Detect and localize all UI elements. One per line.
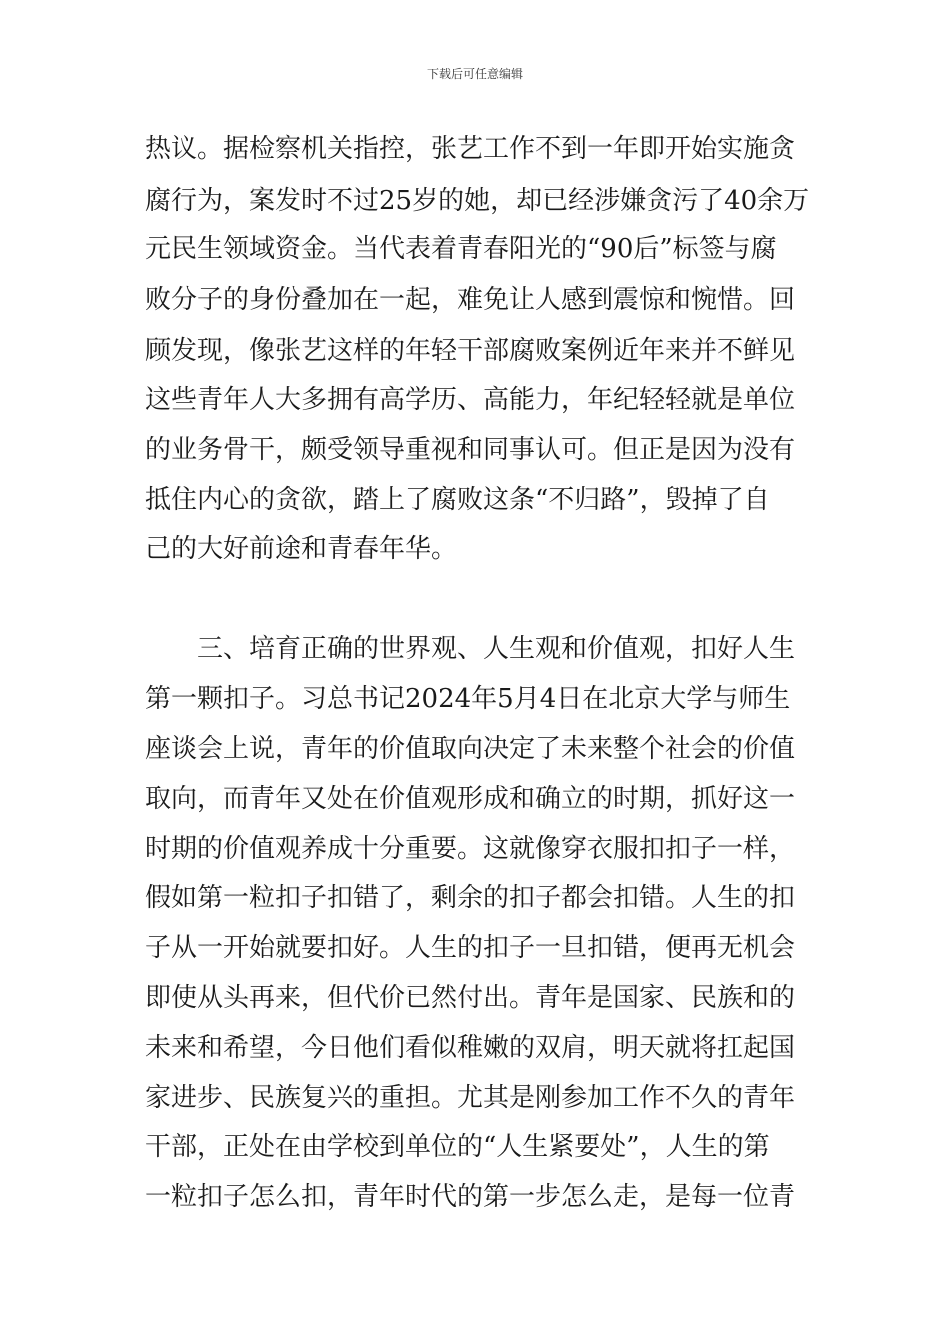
text-line: 己的大好前途和青春年华。 bbox=[145, 534, 458, 564]
text-line: 座谈会上说，青年的价值取向决定了未来整个社会的价值 bbox=[145, 734, 796, 764]
text-line: 腐行为，案发时不过25岁的她，却已经涉嫌贪污了40余万 bbox=[145, 186, 810, 216]
text-line: 的业务骨干，颇受领导重视和同事认可。但正是因为没有 bbox=[145, 435, 796, 465]
text-line: 一粒扣子怎么扣，青年时代的第一步怎么走，是每一位青 bbox=[145, 1182, 796, 1212]
page-header: 下载后可任意编辑 bbox=[426, 67, 523, 81]
text-line: 第一颗扣子。习总书记2024年5月4日在北京大学与师生 bbox=[145, 684, 791, 714]
text-line: 三、培育正确的世界观、人生观和价值观，扣好人生 bbox=[197, 634, 796, 664]
text-line: 取向，而青年又处在价值观形成和确立的时期，抓好这一 bbox=[145, 784, 796, 814]
text-line: 假如第一粒扣子扣错了，剩余的扣子都会扣错。人生的扣 bbox=[145, 883, 796, 913]
text-line: 时期的价值观养成十分重要。这就像穿衣服扣扣子一样， bbox=[145, 834, 796, 864]
text-line: 败分子的身份叠加在一起，难免让人感到震惊和惋惜。回 bbox=[145, 285, 796, 315]
text-line: 子从一开始就要扣好。人生的扣子一旦扣错，便再无机会 bbox=[145, 933, 796, 963]
text-line: 元民生领域资金。当代表着青春阳光的“90后”标签与腐 bbox=[145, 234, 777, 264]
text-line: 这些青年人大多拥有高学历、高能力，年纪轻轻就是单位 bbox=[145, 385, 796, 415]
text-line: 顾发现，像张艺这样的年轻干部腐败案例近年来并不鲜见 bbox=[145, 336, 796, 366]
text-line: 抵住内心的贪欲，踏上了腐败这条“不归路”，毁掉了自 bbox=[145, 485, 770, 515]
text-line: 干部，正处在由学校到单位的“人生紧要处”，人生的第 bbox=[145, 1132, 770, 1162]
text-line: 热议。据检察机关指控，张艺工作不到一年即开始实施贪 bbox=[145, 134, 796, 164]
text-line: 即使从头再来，但代价已然付出。青年是国家、民族和的 bbox=[145, 983, 796, 1013]
text-line: 家进步、民族复兴的重担。尤其是刚参加工作不久的青年 bbox=[145, 1083, 796, 1113]
text-line: 未来和希望，今日他们看似稚嫩的双肩，明天就将扛起国 bbox=[145, 1033, 796, 1063]
